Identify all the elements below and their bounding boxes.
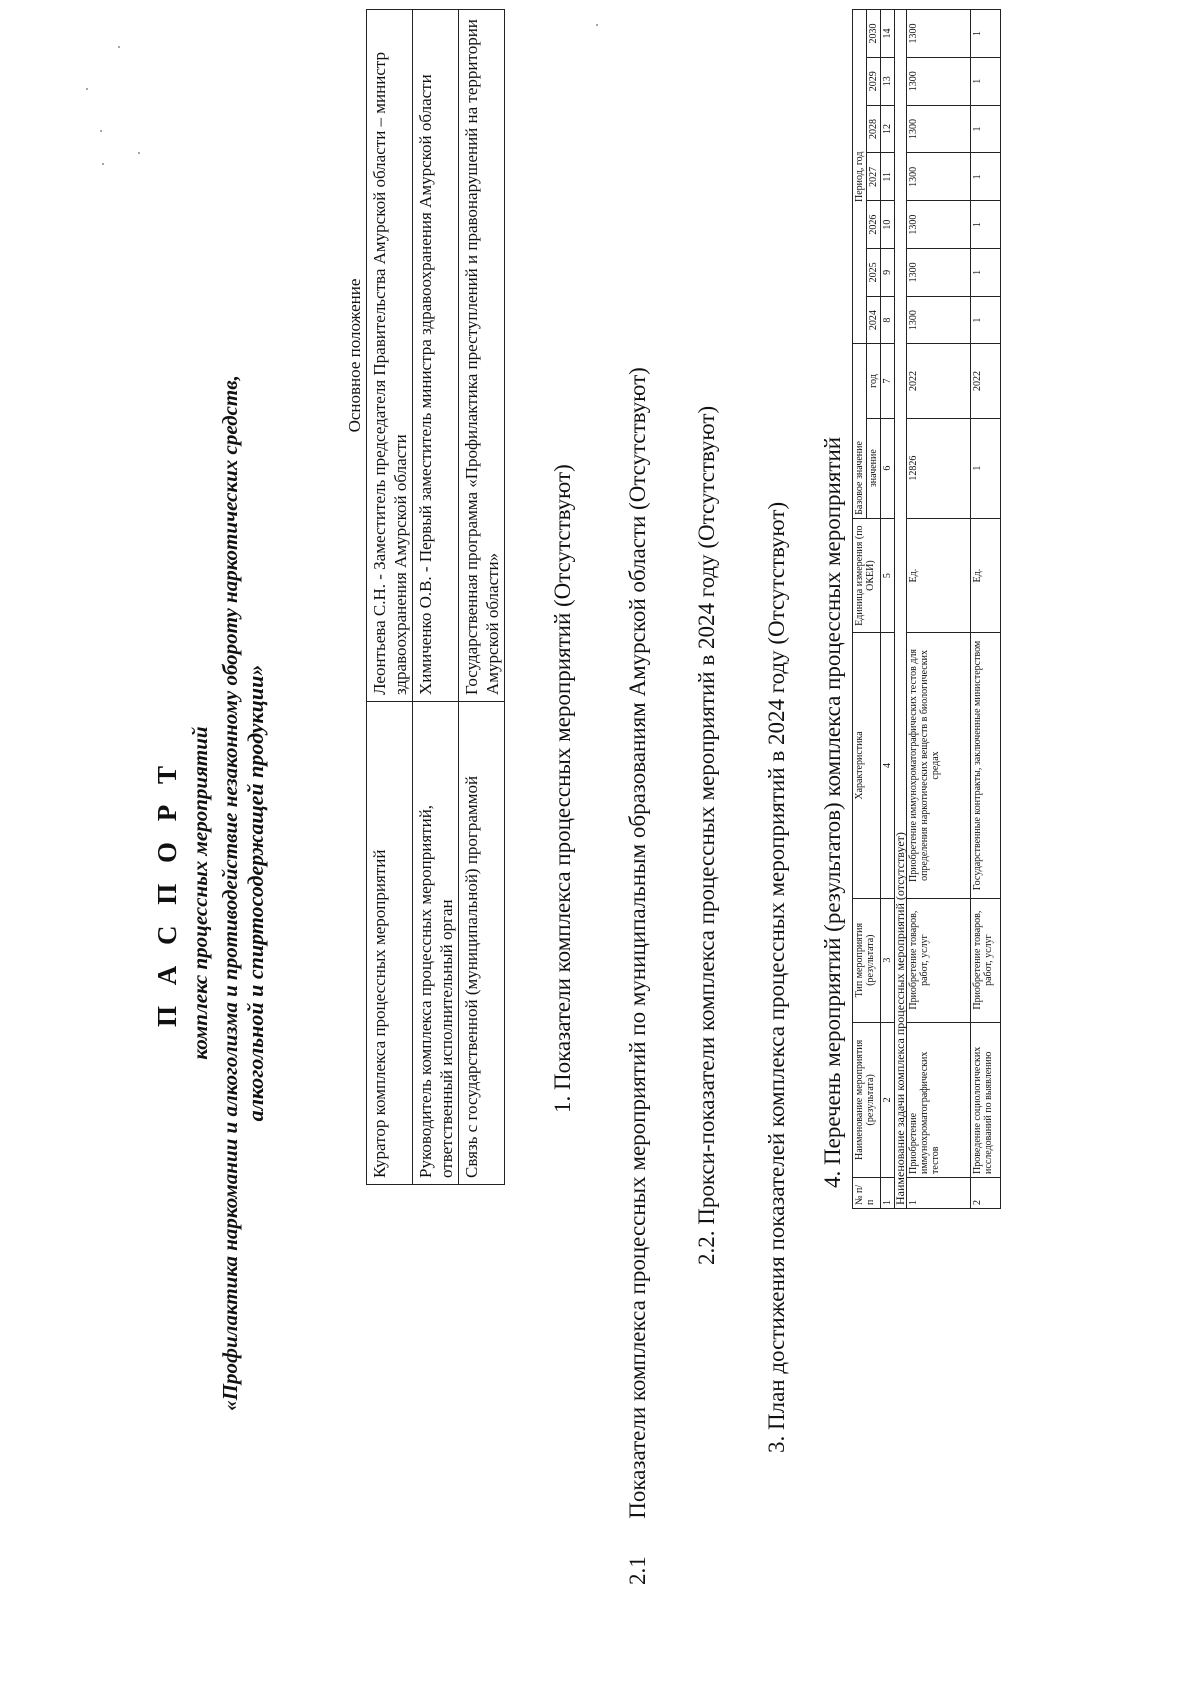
basic-info-value: Леонтьева С.Н. - Заместитель председателя Правительства Амурской области – министр здравоохранения Амурской области: [367, 10, 413, 702]
table-row: [971, 10, 1001, 1209]
row-year-value: 1300: [907, 105, 971, 153]
column-index: 13: [881, 57, 895, 105]
row-base-year: 2022: [907, 344, 971, 418]
col-header-year: 2026: [867, 201, 881, 249]
basic-info-row: [459, 10, 505, 1185]
row-year-value: 1: [971, 296, 1001, 344]
row-characteristic: Приобретение иммунохроматографических тестов для определения наркотических веществ в биологических средах: [907, 633, 971, 898]
column-index: 10: [881, 201, 895, 249]
events-header-row: [853, 10, 867, 1209]
passport-header: [152, 293, 269, 1493]
column-index: 3: [881, 898, 895, 1022]
basic-info-heading: Основное положение: [342, 10, 367, 702]
row-unit: Ед.: [971, 518, 1001, 633]
basic-info-row: [367, 10, 413, 1185]
program-name-line-2: алкогольной и спиртосодержащей продукции»: [243, 664, 268, 1122]
row-year-value: 1300: [907, 57, 971, 105]
col-header-base-year: год: [867, 344, 881, 418]
page-title: П А С П О Р Т: [152, 759, 182, 1028]
col-header-base: Базовое значение: [853, 344, 867, 518]
col-header-num: № п/п: [853, 1177, 881, 1208]
column-index: 6: [881, 418, 895, 518]
column-index: 2: [881, 1022, 895, 1177]
column-index: 12: [881, 105, 895, 153]
row-type: Приобретение товаров, работ, услуг: [971, 898, 1001, 1022]
column-index: 1: [881, 1177, 895, 1208]
section-1-heading: 1. Показатели комплекса процессных мероприятий (Отсутствуют): [550, 464, 575, 1113]
col-header-type: Тип мероприятия (результата): [853, 898, 881, 1022]
row-base-year: 2022: [971, 344, 1001, 418]
basic-info-value: Химиченко О.В. - Первый заместитель министра здравоохранения Амурской области: [413, 10, 459, 702]
section-2-1-number: 2.1: [625, 1556, 650, 1585]
section-2-1-text: Показатели комплекса процессных мероприятий по муниципальным образованиям Амурской области (Отсутствуют): [625, 367, 650, 1519]
basic-info-value: Государственная программа «Профилактика преступлений и правонарушений на территории Амурской области»: [459, 10, 505, 702]
col-header-year: 2025: [867, 248, 881, 296]
col-header-year: 2029: [867, 57, 881, 105]
column-index: 9: [881, 248, 895, 296]
column-index: 14: [881, 10, 895, 58]
row-num: 2: [971, 1177, 1001, 1208]
basic-info-heading-row: [342, 10, 367, 1185]
section-4-heading: 4. Перечень мероприятий (результатов) комплекса процессных мероприятий: [820, 436, 845, 1188]
events-table: [852, 9, 1001, 1209]
row-year-value: 1: [971, 248, 1001, 296]
row-characteristic: Государственные контракты, заключенные министерством: [971, 633, 1001, 898]
row-year-value: 1300: [907, 296, 971, 344]
col-header-year: 2027: [867, 153, 881, 201]
section-2-1-heading: [625, 367, 651, 1585]
col-header-year: 2030: [867, 10, 881, 58]
col-header-year: 2024: [867, 296, 881, 344]
row-year-value: 1: [971, 201, 1001, 249]
row-year-value: 1300: [907, 201, 971, 249]
column-index: 7: [881, 344, 895, 418]
row-unit: Ед.: [907, 518, 971, 633]
row-year-value: 1300: [907, 248, 971, 296]
row-year-value: 1: [971, 57, 1001, 105]
col-header-unit: Единица измерения (по ОКЕИ): [853, 518, 881, 633]
row-year-value: 1300: [907, 153, 971, 201]
row-year-value: 1: [971, 105, 1001, 153]
column-index: 11: [881, 153, 895, 201]
row-name: Проведение социологических исследований по выявлению: [971, 1022, 1001, 1177]
task-group-row: [895, 10, 907, 1209]
row-base-value: 12826: [907, 418, 971, 518]
col-header-base-value: значение: [867, 418, 881, 518]
task-group-label: Наименование задачи комплекса процессных мероприятий (отсутствует): [895, 10, 907, 1209]
col-header-characteristic: Характеристика: [853, 633, 881, 898]
col-header-period: Период, год: [853, 10, 867, 344]
basic-info-label: Куратор комплекса процессных мероприятий: [367, 702, 413, 1185]
col-header-year: 2028: [867, 105, 881, 153]
column-index: 4: [881, 633, 895, 898]
page-subtitle: комплекс процессных мероприятий: [188, 726, 212, 1060]
row-year-value: 1: [971, 153, 1001, 201]
row-year-value: 1300: [907, 10, 971, 58]
basic-info-label: Связь с государственной (муниципальной) программой: [459, 702, 505, 1185]
row-num: 1: [907, 1177, 971, 1208]
row-year-value: 1: [971, 10, 1001, 58]
column-index: 5: [881, 518, 895, 633]
program-name-line-1: «Профилактика наркомании и алкоголизма и противодействие незаконному обороту наркотических средств,: [218, 375, 242, 1411]
basic-info-label: Руководитель комплекса процессных мероприятий, ответственный исполнительный орган: [413, 702, 459, 1185]
section-2-2-heading: 2.2. Прокси-показатели комплекса процессных мероприятий в 2024 году (Отсутствуют): [694, 405, 719, 1265]
row-base-value: 1: [971, 418, 1001, 518]
row-type: Приобретение товаров, работ, услуг: [907, 898, 971, 1022]
column-index: 8: [881, 296, 895, 344]
table-row: [907, 10, 971, 1209]
basic-info-table: [342, 9, 505, 1185]
row-name: Приобретение иммунохроматографических тестов: [907, 1022, 971, 1177]
section-3-heading: 3. План достижения показателей комплекса процессных мероприятий в 2024 году (Отсутствуют): [764, 501, 789, 1453]
col-header-name: Наименование мероприятия (результата): [853, 1022, 881, 1177]
basic-info-row: [413, 10, 459, 1185]
